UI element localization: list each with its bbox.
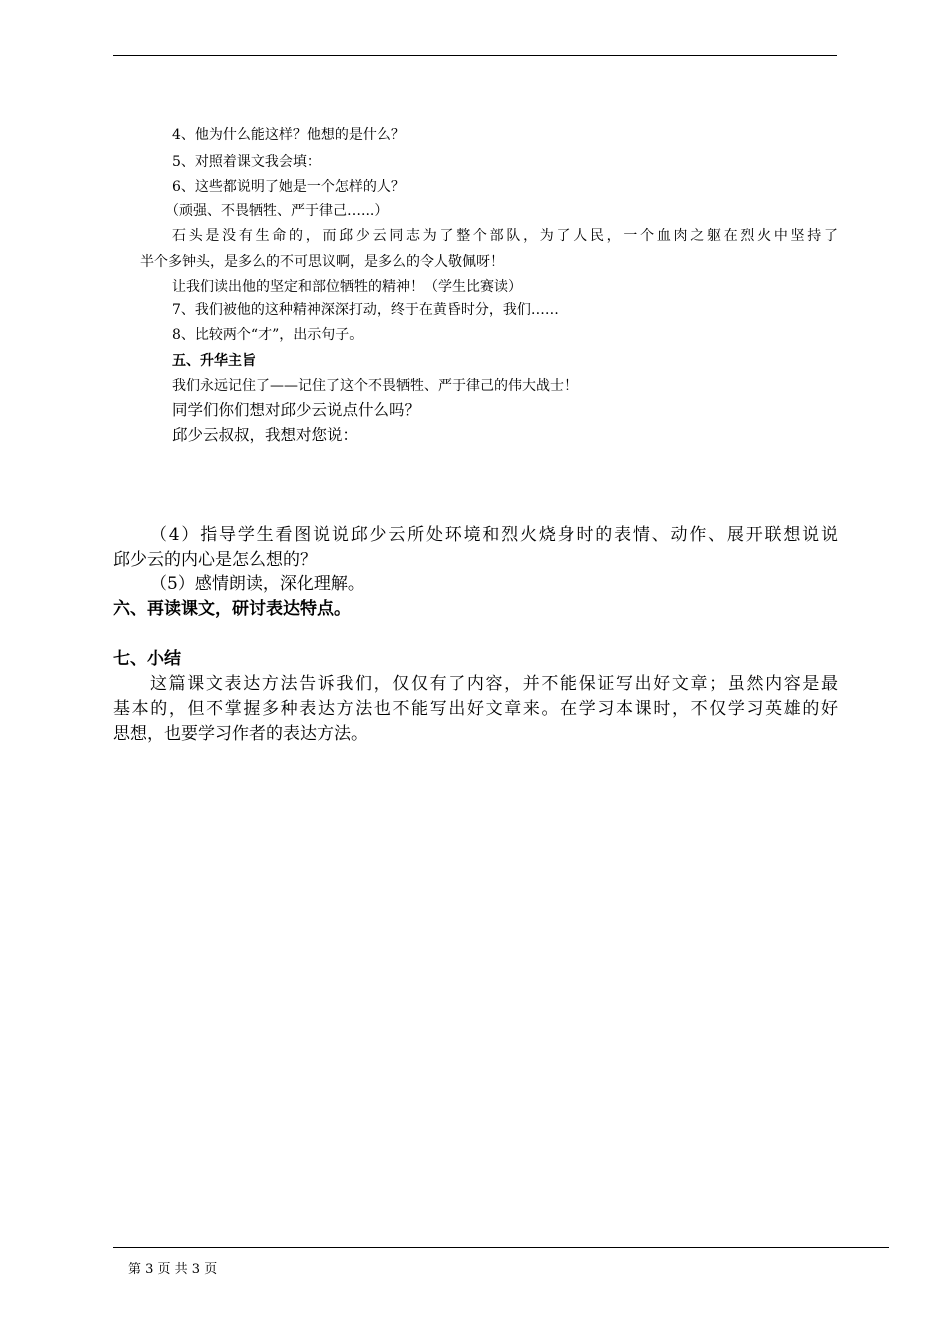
- question-6-answer: （顽强、不畏牺牲、严于律己…...）: [165, 203, 389, 219]
- question-to-students: 同学们你们想对邱少云说点什么吗？: [172, 401, 421, 419]
- header-rule: [113, 55, 837, 56]
- remember-sentence: 我们永远记住了——记住了这个不畏牺牲、严于律己的伟大战士！: [172, 378, 578, 394]
- page-number: 第 3 页 共 3 页: [128, 1262, 218, 1277]
- question-5: 5、对照着课文我会填：: [172, 154, 321, 170]
- question-7: 7、我们被他的这种精神深深打动，终于在黄昏时分，我们……: [172, 302, 559, 318]
- item-5: （5）感情朗读，深化理解。: [150, 574, 365, 594]
- question-8: 8、比较两个“才”，出示句子。: [172, 327, 364, 343]
- question-4: 4、他为什么能这样？他想的是什么？: [172, 127, 405, 143]
- read-aloud-instruction: 让我们读出他的坚定和部位牺牲的精神！（学生比赛读）: [172, 279, 522, 295]
- question-6: 6、这些都说明了她是一个怎样的人？: [172, 179, 405, 195]
- item-4-line-2: 邱少云的内心是怎么想的？: [113, 550, 317, 570]
- summary-line-2: 基本的，但不掌握多种表达方法也不能写出好文章来。在学习本课时，不仅学习英雄的好: [113, 699, 838, 719]
- section-6-title: 六、再读课文，研讨表达特点。: [113, 599, 351, 619]
- item-4-line-1: （4）指导学生看图说说邱少云所处环境和烈火烧身时的表情、动作、展开联想说说: [150, 525, 838, 545]
- paragraph-stone-line-2: 半个多钟头，是多么的不可思议啊，是多么的令人敬佩呀！: [140, 254, 504, 270]
- paragraph-stone-line-1: 石头是没有生命的，而邱少云同志为了整个部队，为了人民，一个血肉之躯在烈火中坚持了: [172, 228, 838, 244]
- summary-line-3: 思想，也要学习作者的表达方法。: [113, 724, 368, 744]
- summary-line-1: 这篇课文表达方法告诉我们，仅仅有了内容，并不能保证写出好文章；虽然内容是最: [150, 674, 838, 694]
- prompt-say-to-qiu: 邱少云叔叔，我想对您说：: [172, 426, 359, 444]
- section-5-title: 五、升华主旨: [172, 353, 256, 369]
- footer-rule: [113, 1247, 889, 1248]
- section-7-title: 七、小结: [113, 649, 181, 669]
